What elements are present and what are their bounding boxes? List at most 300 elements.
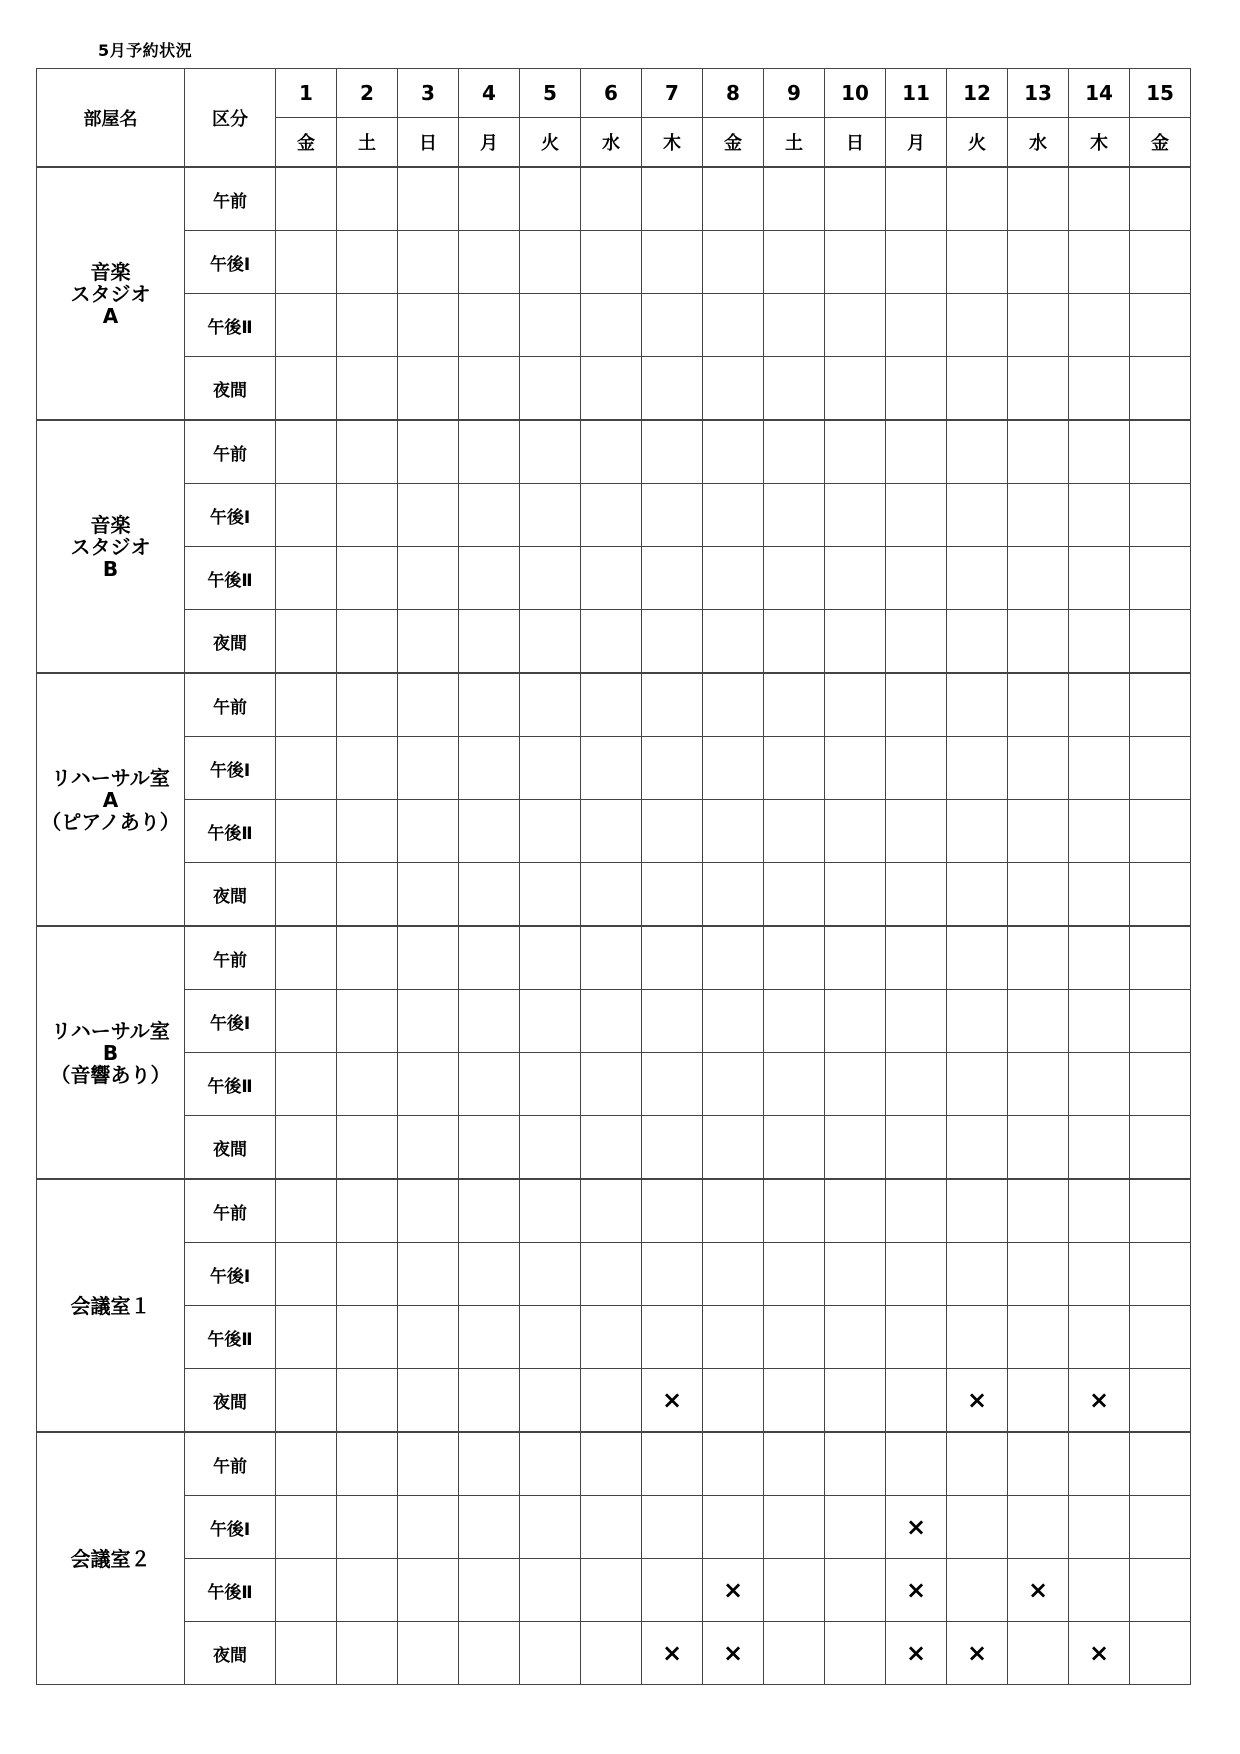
time-slot-label: 夜間 xyxy=(185,1622,276,1685)
reservation-cell xyxy=(764,1306,825,1369)
reservation-cell xyxy=(581,926,642,990)
day-header: 14 xyxy=(1069,69,1130,118)
reservation-cell xyxy=(520,294,581,357)
weekday-header: 金 xyxy=(1130,118,1191,168)
reservation-cell xyxy=(337,167,398,231)
reservation-cell xyxy=(581,420,642,484)
reservation-cell xyxy=(947,673,1008,737)
reservation-cell xyxy=(520,420,581,484)
reservation-cell xyxy=(1008,1179,1069,1243)
reservation-cell xyxy=(1069,1243,1130,1306)
reservation-cell xyxy=(764,1432,825,1496)
table-row xyxy=(37,1116,1191,1180)
reservation-cell xyxy=(459,484,520,547)
reservation-cell xyxy=(1130,1559,1191,1622)
reservation-cell xyxy=(947,484,1008,547)
reservation-cell: × xyxy=(1069,1369,1130,1433)
reservation-cell xyxy=(764,737,825,800)
reservation-cell xyxy=(825,167,886,231)
reservation-cell xyxy=(581,1179,642,1243)
time-slot-label: 午後Ⅱ xyxy=(185,800,276,863)
reservation-cell xyxy=(947,1432,1008,1496)
reservation-cell xyxy=(398,800,459,863)
day-header: 9 xyxy=(764,69,825,118)
reservation-cell xyxy=(825,420,886,484)
reservation-cell xyxy=(825,357,886,421)
reservation-cell xyxy=(459,167,520,231)
reservation-cell xyxy=(276,1179,337,1243)
reservation-cell xyxy=(703,1179,764,1243)
reservation-cell xyxy=(276,1622,337,1685)
reservation-cell xyxy=(1130,1179,1191,1243)
reservation-cell xyxy=(947,167,1008,231)
reservation-cell xyxy=(398,610,459,674)
day-header: 2 xyxy=(337,69,398,118)
reservation-cell xyxy=(337,357,398,421)
reservation-cell xyxy=(1130,673,1191,737)
weekday-header: 木 xyxy=(642,118,703,168)
reservation-cell xyxy=(642,737,703,800)
table-row xyxy=(37,1559,1191,1622)
reservation-cell xyxy=(581,610,642,674)
reservation-cell xyxy=(825,231,886,294)
reservation-cell xyxy=(1069,737,1130,800)
table-row xyxy=(37,420,1191,484)
reservation-cell xyxy=(1069,863,1130,927)
reservation-cell xyxy=(703,1116,764,1180)
reservation-cell xyxy=(581,737,642,800)
time-slot-label: 午後Ⅱ xyxy=(185,294,276,357)
reservation-cell xyxy=(1008,547,1069,610)
reservation-cell xyxy=(764,294,825,357)
reservation-cell xyxy=(1069,1559,1130,1622)
table-row xyxy=(37,167,1191,231)
reservation-cell xyxy=(825,800,886,863)
reservation-cell xyxy=(886,1369,947,1433)
day-header: 11 xyxy=(886,69,947,118)
reservation-cell xyxy=(1069,484,1130,547)
reservation-cell xyxy=(398,1369,459,1433)
reservation-cell xyxy=(947,1116,1008,1180)
reservation-cell xyxy=(459,610,520,674)
reservation-cell xyxy=(1008,1432,1069,1496)
reservation-cell xyxy=(886,1179,947,1243)
day-header: 7 xyxy=(642,69,703,118)
reservation-cell xyxy=(886,357,947,421)
reservation-cell xyxy=(703,800,764,863)
reservation-cell xyxy=(520,1116,581,1180)
reservation-cell xyxy=(581,1432,642,1496)
time-slot-label: 夜間 xyxy=(185,1116,276,1180)
reservation-cell: × xyxy=(947,1369,1008,1433)
reservation-cell xyxy=(337,1116,398,1180)
time-slot-label: 午前 xyxy=(185,673,276,737)
reservation-cell xyxy=(337,294,398,357)
reservation-cell xyxy=(581,863,642,927)
reservation-cell xyxy=(642,420,703,484)
reservation-cell xyxy=(581,1559,642,1622)
reservation-cell xyxy=(1008,231,1069,294)
reservation-cell xyxy=(825,926,886,990)
reservation-cell xyxy=(642,926,703,990)
reservation-cell xyxy=(1008,673,1069,737)
reservation-cell xyxy=(947,610,1008,674)
reservation-cell xyxy=(825,1116,886,1180)
time-slot-label: 午後Ⅱ xyxy=(185,547,276,610)
table-row xyxy=(37,1179,1191,1243)
reservation-cell xyxy=(276,800,337,863)
table-row xyxy=(37,926,1191,990)
time-slot-label: 午後Ⅰ xyxy=(185,1496,276,1559)
reservation-cell xyxy=(947,737,1008,800)
reservation-cell xyxy=(520,1369,581,1433)
reservation-cell xyxy=(581,1369,642,1433)
reservation-cell xyxy=(459,1306,520,1369)
reservation-cell: × xyxy=(886,1559,947,1622)
reservation-cell xyxy=(703,231,764,294)
table-row xyxy=(37,357,1191,421)
reservation-cell xyxy=(459,926,520,990)
reservation-cell xyxy=(459,1053,520,1116)
reservation-cell xyxy=(398,357,459,421)
reservation-cell xyxy=(1130,294,1191,357)
reservation-cell xyxy=(764,990,825,1053)
reservation-cell xyxy=(520,484,581,547)
reservation-cell xyxy=(642,1496,703,1559)
reservation-cell xyxy=(1130,357,1191,421)
reservation-cell xyxy=(886,610,947,674)
reservation-cell xyxy=(1069,294,1130,357)
reservation-cell xyxy=(276,990,337,1053)
reservation-cell xyxy=(764,1559,825,1622)
reservation-body xyxy=(37,167,1191,1685)
reservation-cell xyxy=(825,1306,886,1369)
reservation-cell xyxy=(276,610,337,674)
reservation-cell xyxy=(337,990,398,1053)
reservation-cell xyxy=(581,167,642,231)
reservation-cell xyxy=(337,800,398,863)
reservation-cell: × xyxy=(642,1622,703,1685)
reservation-cell xyxy=(1069,990,1130,1053)
reservation-cell xyxy=(459,863,520,927)
reservation-cell: × xyxy=(947,1622,1008,1685)
reservation-cell xyxy=(764,1622,825,1685)
reservation-cell xyxy=(825,547,886,610)
reservation-cell xyxy=(886,990,947,1053)
room-name: リハーサル室 A （ピアノあり） xyxy=(37,673,185,926)
reservation-cell xyxy=(947,420,1008,484)
day-header: 6 xyxy=(581,69,642,118)
reservation-cell xyxy=(703,294,764,357)
reservation-cell xyxy=(337,231,398,294)
reservation-cell xyxy=(337,1369,398,1433)
reservation-cell xyxy=(886,1306,947,1369)
time-slot-label: 午前 xyxy=(185,167,276,231)
weekday-header: 水 xyxy=(581,118,642,168)
table-row xyxy=(37,1496,1191,1559)
reservation-cell xyxy=(1130,167,1191,231)
reservation-cell xyxy=(1008,800,1069,863)
reservation-cell xyxy=(1130,1243,1191,1306)
reservation-cell xyxy=(1069,547,1130,610)
reservation-cell xyxy=(1008,737,1069,800)
reservation-cell xyxy=(764,231,825,294)
time-slot-label: 午後Ⅱ xyxy=(185,1053,276,1116)
reservation-cell xyxy=(764,420,825,484)
reservation-cell xyxy=(642,990,703,1053)
time-slot-label: 午後Ⅱ xyxy=(185,1306,276,1369)
reservation-cell xyxy=(886,420,947,484)
reservation-cell xyxy=(825,1369,886,1433)
table-row xyxy=(37,610,1191,674)
reservation-cell xyxy=(276,1559,337,1622)
reservation-cell xyxy=(764,1116,825,1180)
reservation-cell xyxy=(947,1243,1008,1306)
reservation-cell xyxy=(642,1053,703,1116)
reservation-cell xyxy=(520,1496,581,1559)
time-slot-label: 午前 xyxy=(185,926,276,990)
reservation-cell xyxy=(764,167,825,231)
weekday-header: 金 xyxy=(276,118,337,168)
reservation-cell xyxy=(886,1243,947,1306)
reservation-cell xyxy=(947,1053,1008,1116)
reservation-cell xyxy=(1130,737,1191,800)
reservation-cell xyxy=(459,737,520,800)
reservation-cell xyxy=(642,484,703,547)
reservation-cell xyxy=(276,547,337,610)
time-slot-label: 午後Ⅰ xyxy=(185,990,276,1053)
reservation-cell xyxy=(1130,1622,1191,1685)
day-header: 10 xyxy=(825,69,886,118)
reservation-cell: × xyxy=(886,1496,947,1559)
time-slot-label: 夜間 xyxy=(185,357,276,421)
reservation-cell xyxy=(398,167,459,231)
reservation-cell xyxy=(520,673,581,737)
weekday-header: 土 xyxy=(764,118,825,168)
reservation-cell xyxy=(581,1053,642,1116)
reservation-cell xyxy=(1069,926,1130,990)
table-row xyxy=(37,294,1191,357)
reservation-cell xyxy=(703,357,764,421)
reservation-cell xyxy=(703,420,764,484)
day-header: 13 xyxy=(1008,69,1069,118)
room-name: 会議室２ xyxy=(37,1432,185,1685)
reservation-cell xyxy=(642,673,703,737)
reservation-cell xyxy=(1008,863,1069,927)
reservation-cell xyxy=(1008,1053,1069,1116)
reservation-cell: × xyxy=(886,1622,947,1685)
day-header: 12 xyxy=(947,69,1008,118)
reservation-cell xyxy=(825,990,886,1053)
reservation-cell xyxy=(703,547,764,610)
reservation-cell xyxy=(886,863,947,927)
reservation-cell xyxy=(337,926,398,990)
reservation-cell xyxy=(459,673,520,737)
reservation-cell xyxy=(1008,1369,1069,1433)
table-row xyxy=(37,547,1191,610)
reservation-cell xyxy=(337,1243,398,1306)
slot-header: 区分 xyxy=(185,69,276,168)
reservation-cell xyxy=(947,294,1008,357)
reservation-cell xyxy=(337,1179,398,1243)
reservation-cell xyxy=(886,737,947,800)
reservation-cell xyxy=(1008,357,1069,421)
reservation-cell xyxy=(764,1243,825,1306)
reservation-cell xyxy=(703,167,764,231)
reservation-cell xyxy=(276,1116,337,1180)
reservation-cell xyxy=(1130,863,1191,927)
reservation-cell xyxy=(276,737,337,800)
reservation-cell xyxy=(398,926,459,990)
reservation-cell xyxy=(276,1053,337,1116)
reservation-cell xyxy=(337,484,398,547)
reservation-cell xyxy=(947,1559,1008,1622)
reservation-cell xyxy=(520,1432,581,1496)
reservation-cell xyxy=(337,610,398,674)
reservation-cell xyxy=(1130,1369,1191,1433)
reservation-cell xyxy=(398,1116,459,1180)
reservation-cell xyxy=(1069,231,1130,294)
reservation-cell xyxy=(764,863,825,927)
reservation-cell xyxy=(1130,1496,1191,1559)
reservation-cell: × xyxy=(703,1622,764,1685)
reservation-cell xyxy=(398,1622,459,1685)
reservation-cell xyxy=(581,673,642,737)
reservation-cell xyxy=(1069,167,1130,231)
reservation-cell xyxy=(886,1432,947,1496)
reservation-cell xyxy=(947,357,1008,421)
reservation-cell xyxy=(886,800,947,863)
reservation-cell xyxy=(886,1053,947,1116)
reservation-cell xyxy=(764,1053,825,1116)
reservation-cell xyxy=(825,1243,886,1306)
reservation-cell xyxy=(520,863,581,927)
reservation-cell xyxy=(642,1179,703,1243)
reservation-cell xyxy=(1069,357,1130,421)
reservation-cell xyxy=(886,231,947,294)
reservation-cell xyxy=(398,673,459,737)
reservation-cell xyxy=(642,231,703,294)
time-slot-label: 午後Ⅰ xyxy=(185,484,276,547)
reservation-cell xyxy=(520,1559,581,1622)
reservation-cell xyxy=(642,1432,703,1496)
reservation-cell xyxy=(947,1179,1008,1243)
reservation-cell xyxy=(520,357,581,421)
reservation-cell xyxy=(1130,800,1191,863)
reservation-cell xyxy=(947,1496,1008,1559)
table-row xyxy=(37,737,1191,800)
reservation-cell xyxy=(764,673,825,737)
reservation-cell xyxy=(764,1496,825,1559)
reservation-cell xyxy=(520,1243,581,1306)
reservation-cell xyxy=(825,1053,886,1116)
reservation-cell xyxy=(1130,990,1191,1053)
reservation-cell xyxy=(276,1432,337,1496)
room-name: 音楽 スタジオ A xyxy=(37,167,185,420)
reservation-cell xyxy=(1008,1622,1069,1685)
reservation-table xyxy=(36,68,1191,1685)
time-slot-label: 午後Ⅰ xyxy=(185,1243,276,1306)
reservation-cell xyxy=(1008,484,1069,547)
reservation-cell xyxy=(1130,610,1191,674)
reservation-cell xyxy=(337,1432,398,1496)
reservation-cell xyxy=(947,990,1008,1053)
weekday-header: 月 xyxy=(459,118,520,168)
reservation-cell xyxy=(520,1306,581,1369)
reservation-cell xyxy=(1008,926,1069,990)
reservation-cell xyxy=(764,1179,825,1243)
reservation-cell xyxy=(1130,484,1191,547)
reservation-cell: × xyxy=(1069,1622,1130,1685)
reservation-cell xyxy=(703,484,764,547)
weekday-header: 月 xyxy=(886,118,947,168)
reservation-cell xyxy=(886,547,947,610)
reservation-cell xyxy=(459,420,520,484)
reservation-cell xyxy=(398,1496,459,1559)
reservation-cell xyxy=(1130,1306,1191,1369)
reservation-cell xyxy=(1069,1306,1130,1369)
reservation-cell xyxy=(337,737,398,800)
reservation-cell: × xyxy=(642,1369,703,1433)
time-slot-label: 午前 xyxy=(185,420,276,484)
reservation-cell xyxy=(276,484,337,547)
reservation-cell xyxy=(1069,1179,1130,1243)
reservation-cell xyxy=(1008,1116,1069,1180)
table-row xyxy=(37,1432,1191,1496)
weekday-header: 日 xyxy=(398,118,459,168)
reservation-cell xyxy=(276,357,337,421)
reservation-cell xyxy=(398,1053,459,1116)
reservation-cell xyxy=(1130,231,1191,294)
reservation-cell xyxy=(520,800,581,863)
reservation-cell xyxy=(703,737,764,800)
reservation-cell xyxy=(703,1496,764,1559)
reservation-cell xyxy=(1008,294,1069,357)
reservation-cell xyxy=(703,990,764,1053)
reservation-cell xyxy=(1069,610,1130,674)
reservation-cell xyxy=(1008,167,1069,231)
reservation-cell xyxy=(337,1622,398,1685)
reservation-cell xyxy=(825,1496,886,1559)
day-header: 15 xyxy=(1130,69,1191,118)
reservation-cell xyxy=(398,1432,459,1496)
page-title: 5月予約状況 xyxy=(98,41,193,60)
reservation-cell xyxy=(1130,1116,1191,1180)
reservation-cell xyxy=(642,863,703,927)
reservation-cell xyxy=(1130,926,1191,990)
reservation-cell xyxy=(581,294,642,357)
reservation-cell xyxy=(581,547,642,610)
reservation-cell xyxy=(764,547,825,610)
reservation-cell xyxy=(703,1306,764,1369)
reservation-cell xyxy=(825,863,886,927)
reservation-cell xyxy=(337,673,398,737)
reservation-cell xyxy=(1069,673,1130,737)
reservation-cell xyxy=(1069,1496,1130,1559)
reservation-cell xyxy=(459,231,520,294)
reservation-cell xyxy=(276,1496,337,1559)
reservation-cell xyxy=(642,1306,703,1369)
reservation-cell xyxy=(825,1559,886,1622)
reservation-cell xyxy=(1130,1053,1191,1116)
time-slot-label: 午後Ⅰ xyxy=(185,737,276,800)
reservation-cell xyxy=(459,990,520,1053)
reservation-cell xyxy=(764,357,825,421)
reservation-cell xyxy=(1069,1053,1130,1116)
reservation-cell xyxy=(825,294,886,357)
reservation-cell xyxy=(1008,990,1069,1053)
reservation-cell xyxy=(337,1306,398,1369)
